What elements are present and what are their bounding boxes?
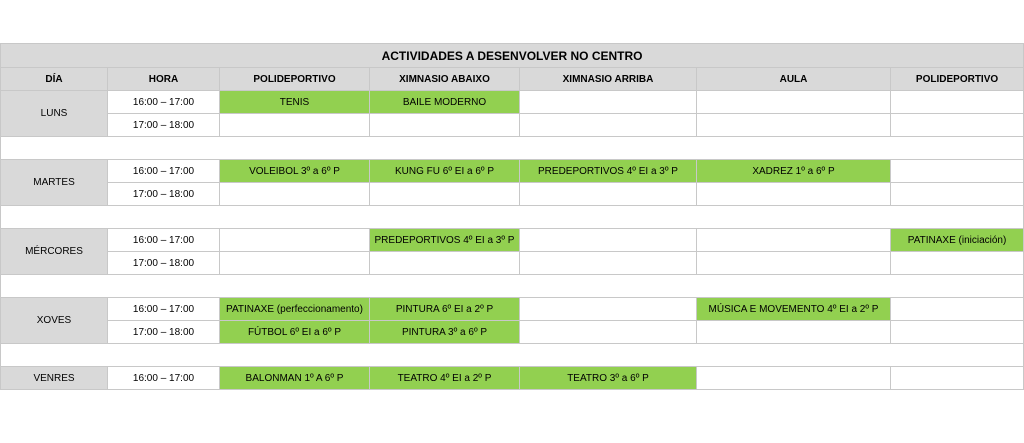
empty-cell: [520, 321, 697, 344]
time-cell: 16:00 – 17:00: [108, 160, 220, 183]
activity-cell: XADREZ 1º a 6º P: [697, 160, 891, 183]
empty-cell: [891, 114, 1024, 137]
empty-cell: [370, 252, 520, 275]
time-cell: 16:00 – 17:00: [108, 91, 220, 114]
spacer-cell: [1, 206, 1024, 229]
activity-cell: MÚSICA E MOVEMENTO 4º EI a 2º P: [697, 298, 891, 321]
activity-cell: VOLEIBOL 3º a 6º P: [220, 160, 370, 183]
time-cell: 17:00 – 18:00: [108, 321, 220, 344]
day-cell: VENRES: [1, 367, 108, 390]
table-row: [1, 91, 1024, 114]
schedule-body: [1, 44, 1024, 390]
day-cell: MÉRCORES: [1, 229, 108, 275]
day-cell: LUNS: [1, 91, 108, 137]
empty-cell: [220, 114, 370, 137]
spacer-cell: [1, 137, 1024, 160]
activity-cell: BALONMAN 1º A 6º P: [220, 367, 370, 390]
activity-cell: PREDEPORTIVOS 4º EI a 3º P: [520, 160, 697, 183]
header-time: HORA: [108, 68, 220, 91]
activity-cell: PREDEPORTIVOS 4º EI a 3º P: [370, 229, 520, 252]
empty-cell: [697, 114, 891, 137]
empty-cell: [891, 183, 1024, 206]
time-cell: 16:00 – 17:00: [108, 298, 220, 321]
table-row: [1, 298, 1024, 321]
empty-cell: [891, 321, 1024, 344]
empty-cell: [220, 183, 370, 206]
spacer-row: [1, 206, 1024, 229]
activity-cell: TEATRO 3º a 6º P: [520, 367, 697, 390]
header-aula: AULA: [697, 68, 891, 91]
empty-cell: [697, 183, 891, 206]
activity-cell: TENIS: [220, 91, 370, 114]
empty-cell: [520, 114, 697, 137]
spacer-row: [1, 344, 1024, 367]
day-cell: MARTES: [1, 160, 108, 206]
empty-cell: [891, 91, 1024, 114]
table-row: [1, 252, 1024, 275]
empty-cell: [370, 183, 520, 206]
empty-cell: [520, 91, 697, 114]
spacer-cell: [1, 344, 1024, 367]
activity-cell: PATINAXE (perfeccionamento): [220, 298, 370, 321]
table-title: ACTIVIDADES A DESENVOLVER NO CENTRO: [1, 44, 1024, 68]
time-cell: 17:00 – 18:00: [108, 252, 220, 275]
activity-cell: FÚTBOL 6º EI a 6º P: [220, 321, 370, 344]
empty-cell: [520, 252, 697, 275]
table-row: [1, 367, 1024, 390]
time-cell: 16:00 – 17:00: [108, 229, 220, 252]
empty-cell: [220, 229, 370, 252]
header-day: DÍA: [1, 68, 108, 91]
activity-cell: PATINAXE (iniciación): [891, 229, 1024, 252]
empty-cell: [520, 298, 697, 321]
activity-cell: PINTURA 6º EI a 2º P: [370, 298, 520, 321]
table-row: [1, 229, 1024, 252]
spacer-row: [1, 275, 1024, 298]
table-row: [1, 321, 1024, 344]
spacer-row: [1, 137, 1024, 160]
empty-cell: [520, 183, 697, 206]
empty-cell: [891, 298, 1024, 321]
empty-cell: [697, 367, 891, 390]
day-cell: XOVES: [1, 298, 108, 344]
header-polideportivo: POLIDEPORTIVO: [220, 68, 370, 91]
header-row: [1, 68, 1024, 91]
empty-cell: [697, 229, 891, 252]
time-cell: 16:00 – 17:00: [108, 367, 220, 390]
header-polideportivo-2: POLIDEPORTIVO: [891, 68, 1024, 91]
table-row: [1, 114, 1024, 137]
empty-cell: [697, 252, 891, 275]
empty-cell: [520, 229, 697, 252]
empty-cell: [891, 367, 1024, 390]
activity-cell: TEATRO 4º EI a 2º P: [370, 367, 520, 390]
empty-cell: [891, 160, 1024, 183]
empty-cell: [697, 321, 891, 344]
activity-cell: PINTURA 3º a 6º P: [370, 321, 520, 344]
spacer-cell: [1, 275, 1024, 298]
time-cell: 17:00 – 18:00: [108, 183, 220, 206]
empty-cell: [697, 91, 891, 114]
activity-cell: BAILE MODERNO: [370, 91, 520, 114]
header-ximnasio-abaixo: XIMNASIO ABAIXO: [370, 68, 520, 91]
header-ximnasio-arriba: XIMNASIO ARRIBA: [520, 68, 697, 91]
time-cell: 17:00 – 18:00: [108, 114, 220, 137]
table-row: [1, 183, 1024, 206]
table-row: [1, 160, 1024, 183]
schedule-table: [0, 43, 1024, 390]
activity-cell: KUNG FU 6º EI a 6º P: [370, 160, 520, 183]
empty-cell: [220, 252, 370, 275]
empty-cell: [891, 252, 1024, 275]
empty-cell: [370, 114, 520, 137]
